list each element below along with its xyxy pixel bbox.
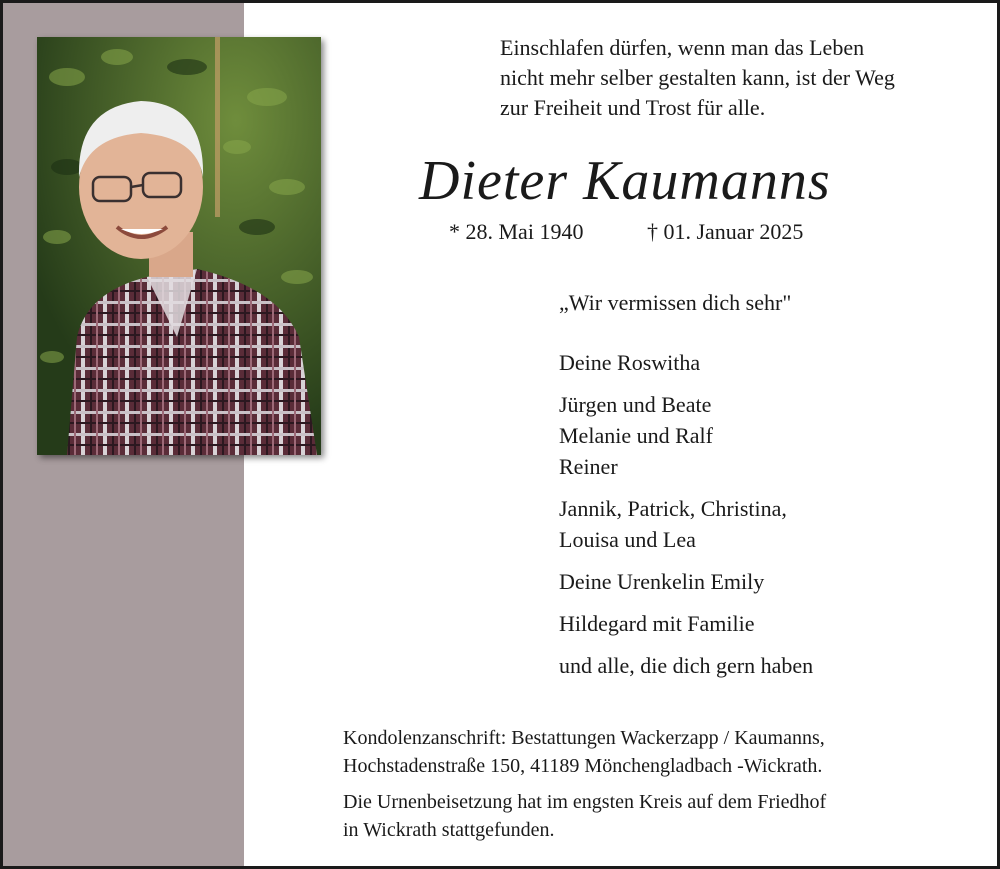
mourner-line: und alle, die dich gern haben bbox=[559, 653, 814, 678]
burial-line: in Wickrath stattgefunden. bbox=[343, 819, 555, 841]
burial-line: Die Urnenbeisetzung hat im engsten Kreis auf dem Friedhof bbox=[343, 791, 827, 813]
footer-notes bbox=[343, 724, 826, 852]
deceased-name: Dieter Kaumanns bbox=[419, 150, 831, 212]
mourner-line: Reiner bbox=[559, 454, 618, 479]
birth-date: * 28. Mai 1940 bbox=[449, 219, 584, 244]
mourner-line: Deine Urenkelin Emily bbox=[559, 569, 765, 594]
memorial-quote: „Wir vermissen dich sehr" bbox=[559, 290, 792, 315]
burial-note bbox=[343, 788, 826, 844]
mourner-group bbox=[559, 650, 813, 681]
mourner-line: Melanie und Ralf bbox=[559, 423, 713, 448]
poem-line: Einschlafen dürfen, wenn man das Leben bbox=[500, 35, 865, 60]
mourner-group bbox=[559, 493, 813, 555]
mourner-group bbox=[559, 608, 813, 639]
mourner-group bbox=[559, 566, 813, 597]
death-date: † 01. Januar 2025 bbox=[646, 219, 804, 244]
mourner-line: Deine Roswitha bbox=[559, 350, 701, 375]
poem-line: nicht mehr selber gestalten kann, ist der Weg bbox=[500, 65, 895, 90]
mourner-group bbox=[559, 347, 813, 378]
condolence-address bbox=[343, 724, 826, 780]
mourner-line: Hildegard mit Familie bbox=[559, 611, 755, 636]
mourner-line: Louisa und Lea bbox=[559, 527, 696, 552]
mourner-group bbox=[559, 389, 813, 482]
poem-line: zur Freiheit und Trost für alle. bbox=[500, 95, 766, 120]
memorial-poem bbox=[500, 33, 970, 123]
mourners-list bbox=[559, 287, 813, 692]
mourner-line: Jürgen und Beate bbox=[559, 392, 712, 417]
condolence-line: Hochstadenstraße 150, 41189 Mönchengladbach -Wickrath. bbox=[343, 755, 823, 777]
life-dates bbox=[449, 219, 803, 245]
portrait-photo bbox=[37, 37, 321, 455]
mourner-line: Jannik, Patrick, Christina, bbox=[559, 496, 787, 521]
condolence-line: Kondolenzanschrift: Bestattungen Wackerzapp / Kaumanns, bbox=[343, 727, 825, 749]
